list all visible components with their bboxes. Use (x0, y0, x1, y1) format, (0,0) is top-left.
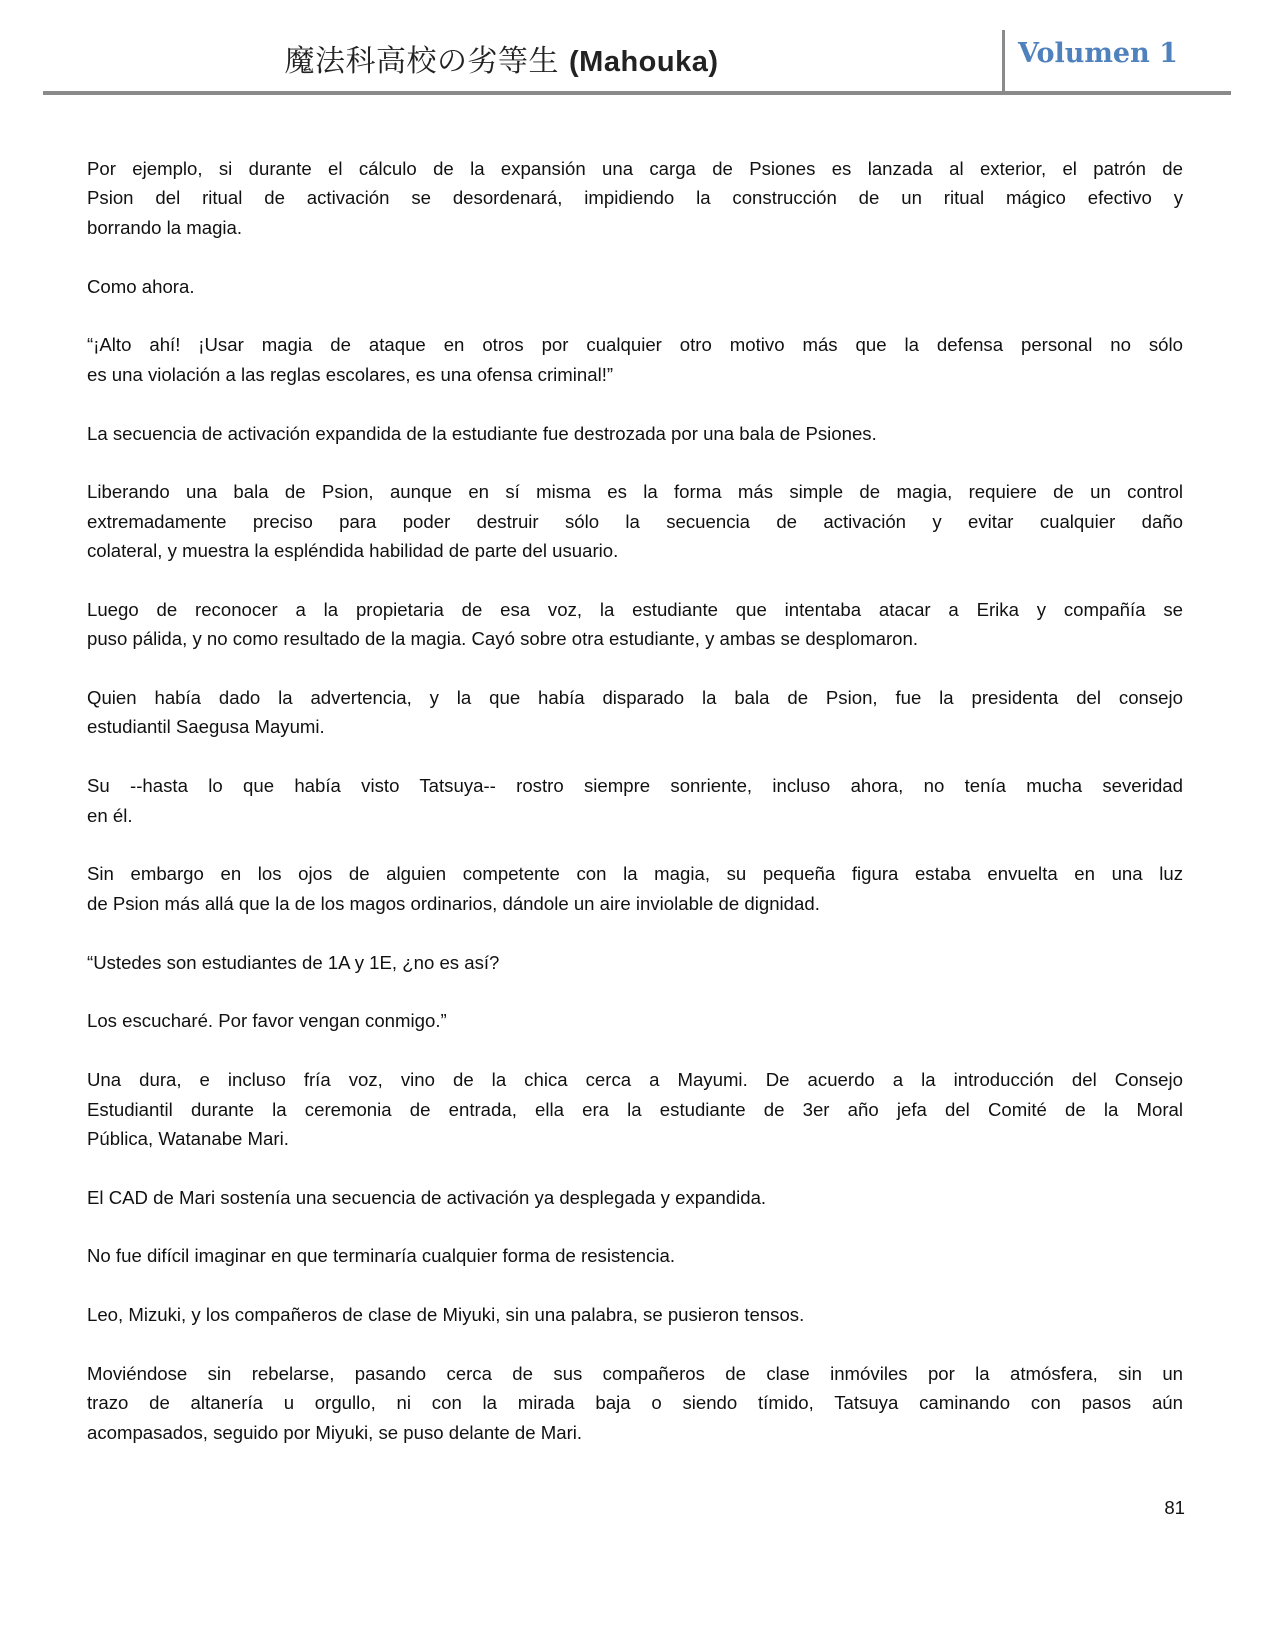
text-line: en él. (87, 804, 133, 826)
text-line: La secuencia de activación expandida de la estudiante fue destrozada por una bala de Psiones. (87, 422, 877, 444)
text-line: No fue difícil imaginar en que terminaría cualquier forma de resistencia. (87, 1245, 676, 1267)
text-line: Una dura, e incluso fría voz, vino de la chica cerca a Mayumi. De acuerdo a la introducción del Consejo (87, 1069, 1183, 1091)
text-line: Sin embargo en los ojos de alguien competente con la magia, su pequeña figura estaba envuelta en una luz (87, 863, 1183, 885)
text-line: puso pálida, y no como resultado de la magia. Cayó sobre otra estudiante, y ambas se desplomaron. (87, 628, 918, 650)
paragraph (87, 859, 1183, 918)
text-line: Moviéndose sin rebelarse, pasando cerca de sus compañeros de clase inmóviles por la atmósfera, sin un (87, 1363, 1183, 1385)
text-line: es una violación a las reglas escolares, es una ofensa criminal!” (87, 363, 614, 385)
paragraph (87, 1359, 1183, 1447)
page-number: 81 (1164, 1497, 1185, 1518)
page-header (0, 0, 1275, 100)
paragraph (87, 683, 1183, 742)
paragraph (87, 771, 1183, 830)
text-line: estudiantil Saegusa Mayumi. (87, 716, 325, 738)
text-line: “Ustedes son estudiantes de 1A y 1E, ¿no es así? (87, 951, 500, 973)
text-line: acompasados, seguido por Miyuki, se puso delante de Mari. (87, 1421, 583, 1443)
paragraph (87, 1241, 1183, 1270)
paragraph (87, 154, 1183, 242)
text-line: colateral, y muestra la espléndida habilidad de parte del usuario. (87, 540, 619, 562)
paragraph (87, 477, 1183, 565)
text-line: Como ahora. (87, 275, 195, 297)
volume-label: Volumen 1 (1018, 38, 1178, 69)
paragraph (87, 1183, 1183, 1212)
book-title (0, 36, 1003, 80)
text-line: Su --hasta lo que había visto Tatsuya-- rostro siempre sonriente, incluso ahora, no tenía mucha severidad (87, 775, 1183, 797)
paragraph (87, 948, 1183, 977)
text-line: Liberando una bala de Psion, aunque en sí misma es la forma más simple de magia, requiere de un control (87, 481, 1183, 503)
text-line: Estudiantil durante la ceremonia de entrada, ella era la estudiante de 3er año jefa del Comité de la Moral (87, 1098, 1183, 1120)
text-line: Leo, Mizuki, y los compañeros de clase de Miyuki, sin una palabra, se pusieron tensos. (87, 1304, 805, 1326)
header-rule (43, 91, 1231, 95)
paragraph (87, 419, 1183, 448)
text-line: Por ejemplo, si durante el cálculo de la expansión una carga de Psiones es lanzada al exterior, el patrón de (87, 158, 1183, 179)
book-title-romanized: (Mahouka) (569, 46, 719, 78)
text-line: Los escucharé. Por favor vengan conmigo.” (87, 1010, 447, 1032)
paragraph (87, 595, 1183, 654)
paragraph (87, 1065, 1183, 1153)
text-line: Quien había dado la advertencia, y la que había disparado la bala de Psion, fue la presidenta del consejo (87, 687, 1183, 709)
text-line: extremadamente preciso para poder destruir sólo la secuencia de activación y evitar cualquier daño (87, 510, 1183, 532)
book-title-japanese: 魔法科高校の劣等生 (284, 44, 559, 79)
paragraph (87, 1006, 1183, 1035)
text-line: de Psion más allá que la de los magos ordinarios, dándole un aire inviolable de dignidad. (87, 892, 820, 914)
text-line: Psion del ritual de activación se desordenará, impidiendo la construcción de un ritual mágico efectivo y (87, 187, 1183, 209)
paragraph (87, 272, 1183, 301)
paragraph (87, 330, 1183, 389)
page-body (87, 154, 1183, 1477)
text-line: trazo de altanería u orgullo, ni con la mirada baja o siendo tímido, Tatsuya caminando con pasos aún (87, 1392, 1183, 1414)
text-line: borrando la magia. (87, 216, 243, 238)
paragraph (87, 1300, 1183, 1329)
text-line: “¡Alto ahí! ¡Usar magia de ataque en otros por cualquier otro motivo más que la defensa personal no sólo (87, 334, 1183, 356)
text-line: Luego de reconocer a la propietaria de esa voz, la estudiante que intentaba atacar a Erika y compañía se (87, 598, 1183, 620)
header-vertical-divider (1002, 30, 1005, 93)
text-line: Pública, Watanabe Mari. (87, 1127, 289, 1149)
text-line: El CAD de Mari sostenía una secuencia de activación ya desplegada y expandida. (87, 1186, 767, 1208)
